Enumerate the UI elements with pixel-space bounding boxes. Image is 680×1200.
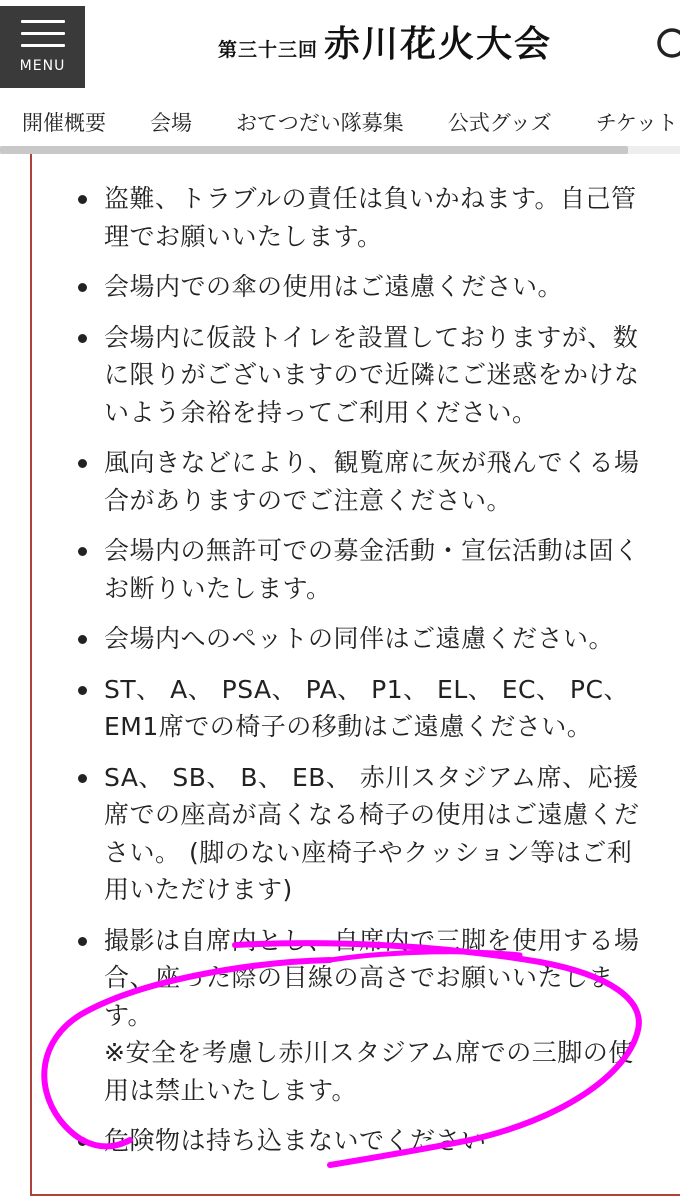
nav-item-ticket[interactable]: チケット — [595, 111, 678, 135]
nav-item-venue[interactable]: 会場 — [150, 111, 192, 135]
rule-text: 盗難、トラブルの責任は負いかねます。自己管理でお願いいたします。 — [104, 184, 637, 251]
nav-scrollbar-thumb[interactable] — [0, 146, 628, 154]
rule-text: 危険物は持ち込まないでください — [104, 1126, 487, 1155]
logo-edition: 第三十三回 — [218, 39, 319, 61]
list-item — [78, 759, 650, 909]
list-item — [78, 1122, 650, 1160]
list-item — [78, 268, 650, 306]
logo-title: 赤川花火大会 — [324, 23, 553, 65]
site-header — [0, 0, 680, 96]
menu-label: MENU — [19, 58, 66, 74]
rules-list — [78, 180, 650, 1173]
rule-text: 会場内に仮設トイレを設置しておりますが、数に限りがございますので近隣にご迷惑をかけないよう余裕を持ってご利用ください。 — [104, 322, 640, 427]
list-item — [78, 620, 650, 658]
rule-text: SA、 SB、 B、 EB、 赤川スタジアム席、応援席での座高が高くなる椅子の使用はご遠慮ください。 (脚のない座椅子やクッション等はご利用いただけます) — [104, 762, 640, 904]
search-icon[interactable] — [652, 24, 680, 64]
nav-item-goods[interactable]: 公式グッズ — [447, 111, 552, 135]
nav-scrollbar[interactable] — [0, 146, 680, 154]
nav-item-volunteer[interactable]: おてつだい隊募集 — [236, 111, 404, 135]
rule-text: 撮影は自席内とし、自席内で三脚を使用する場合、座った際の目線の高さでお願いいたします。 — [104, 925, 640, 1030]
global-nav — [0, 96, 680, 148]
rule-text: ST、 A、 PSA、 PA、 P1、 EL、 EC、 PC、 EM1席での椅子の移動はご遠慮ください。 — [104, 674, 629, 741]
rule-text: 風向きなどにより、観覧席に灰が飛んでくる場合がありますのでご注意ください。 — [104, 448, 640, 515]
site-logo[interactable] — [218, 22, 552, 66]
list-item — [78, 532, 650, 607]
rule-text: 会場内の無許可での募金活動・宣伝活動は固くお断りいたします。 — [104, 536, 640, 603]
hamburger-icon — [21, 20, 65, 56]
list-item — [78, 319, 650, 432]
list-item — [78, 444, 650, 519]
rule-text: 会場内での傘の使用はご遠慮ください。 — [104, 272, 564, 301]
nav-item-overview[interactable]: 開催概要 — [22, 111, 106, 135]
list-item — [78, 180, 650, 255]
rule-note: ※安全を考慮し赤川スタジアム席での三脚の使用は禁止いたします。 — [104, 1038, 634, 1105]
rule-text: 会場内へのペットの同伴はご遠慮ください。 — [104, 624, 615, 653]
menu-button[interactable] — [0, 6, 85, 88]
list-item — [78, 671, 650, 746]
list-item — [78, 922, 650, 1110]
